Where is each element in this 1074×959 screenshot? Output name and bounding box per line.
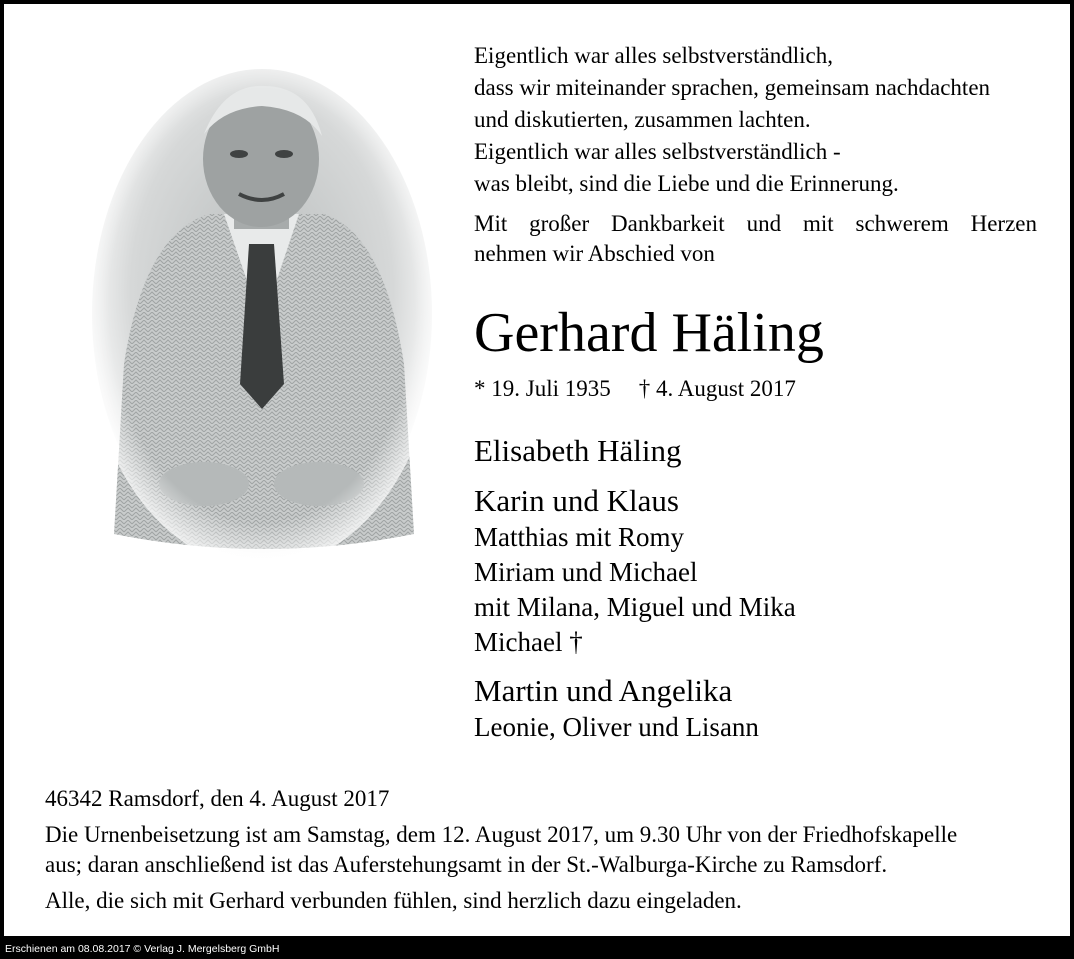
poem-line: dass wir miteinander sprachen, gemeinsam nachdachten — [474, 75, 991, 100]
farewell-intro — [474, 209, 1037, 269]
poem — [474, 40, 1039, 200]
ceremony-text: Die Urnenbeisetzung ist am Samstag, dem 12. August 2017, um 9.30 Uhr von der Friedhofskapelle — [45, 822, 958, 847]
invitation-text: Alle, die sich mit Gerhard verbunden fühlen, sind herzlich dazu eingeladen. — [45, 888, 742, 913]
birth-date: * 19. Juli 1935 — [474, 376, 611, 401]
place-date: 46342 Ramsdorf, den 4. August 2017 — [45, 786, 390, 811]
family-member: Miriam und Michael — [474, 557, 698, 587]
life-dates — [474, 374, 796, 404]
family-group-head: Martin und Angelika — [474, 673, 733, 708]
family-member: Leonie, Oliver und Lisann — [474, 712, 759, 742]
intro-line: nehmen wir Abschied von — [474, 241, 715, 266]
family-member: Matthias mit Romy — [474, 522, 685, 552]
publication-footer — [0, 940, 1074, 959]
poem-line: was bleibt, sind die Liebe und die Erinnerung. — [474, 171, 899, 196]
family-member: Michael † — [474, 627, 583, 657]
portrait-photo — [84, 64, 439, 569]
ceremony-text: aus; daran anschließend ist das Auferstehungsamt in der St.-Walburga-Kirche zu Ramsdorf. — [45, 852, 888, 877]
family-list — [474, 432, 1054, 745]
family-member: mit Milana, Miguel und Mika — [474, 592, 796, 622]
service-details — [45, 784, 1045, 916]
footer-text: Erschienen am 08.08.2017 © Verlag J. Mergelsberg GmbH — [5, 943, 280, 955]
family-spouse: Elisabeth Häling — [474, 433, 682, 468]
poem-line: und diskutierten, zusammen lachten. — [474, 107, 811, 132]
family-group-head: Karin und Klaus — [474, 483, 679, 518]
poem-line: Eigentlich war alles selbstverständlich - — [474, 139, 841, 164]
poem-line: Eigentlich war alles selbstverständlich, — [474, 43, 833, 68]
death-date: † 4. August 2017 — [638, 376, 796, 401]
intro-line: Mit großer Dankbarkeit und mit schwerem Herzen — [474, 211, 1037, 236]
deceased-name: Gerhard Häling — [474, 302, 824, 364]
